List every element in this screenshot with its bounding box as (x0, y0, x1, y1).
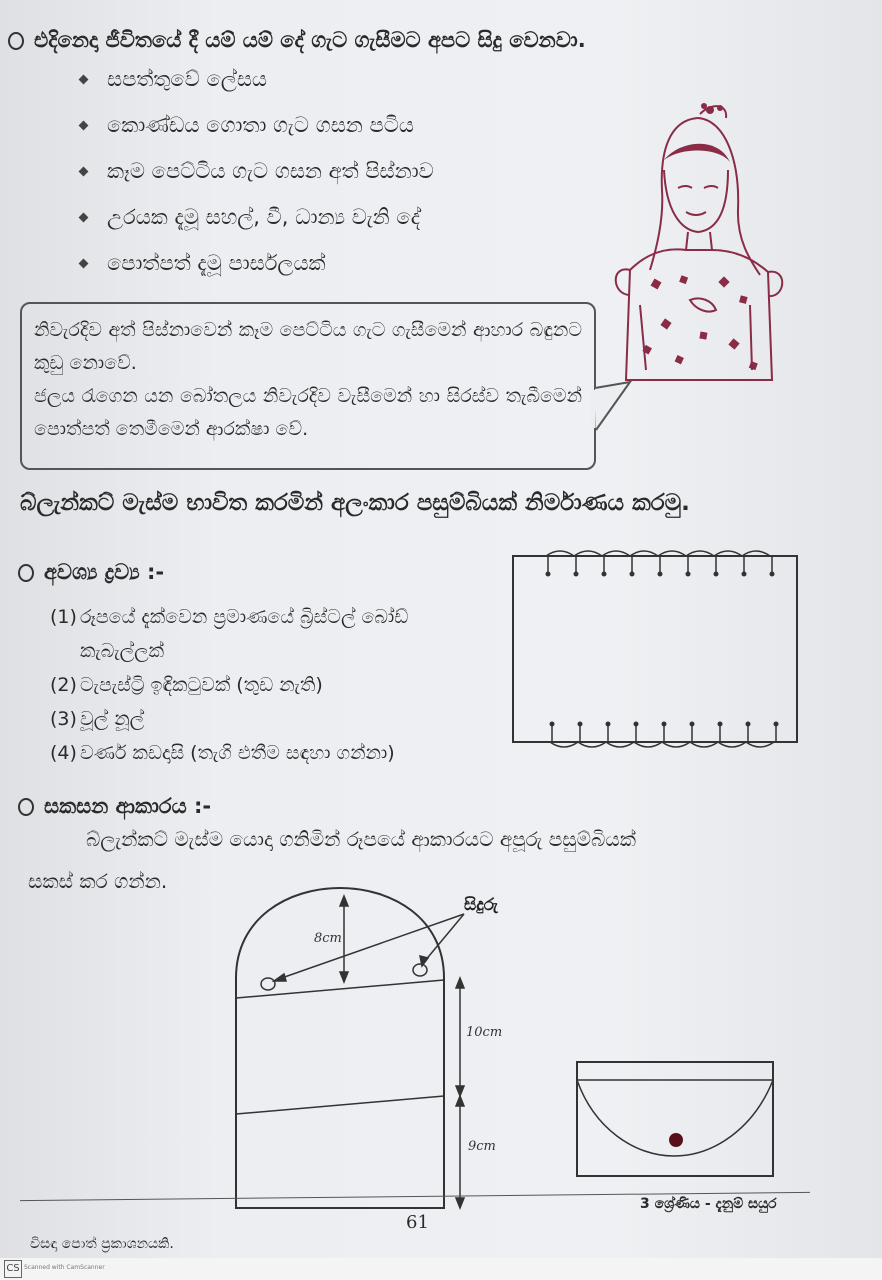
list-item: (1) රූපයේ දැක්වෙන ප්‍රමාණයේ බ්‍රිස්ටල් බෝඩ් (50, 606, 409, 628)
footer-publisher: විසඳා පොත් ප්‍රකාශනයකි. (30, 1236, 174, 1252)
scanner-text: Scanned with CamScanner (24, 1264, 105, 1271)
finished-pouch-diagram (574, 1058, 778, 1180)
list-item: (2) ටැපැස්ට්‍රි ඉඳිකටුවක් (තුඩ නැති) (50, 674, 323, 696)
method-paragraph: බ්ලැන්කට් මැස්ම යොදා ගනිමින් රූපයේ ආකාරයට අපූරු පසුම්බියක් සකස් කර ගන්න. (28, 827, 636, 893)
materials-list (50, 600, 408, 770)
list-item: (3) වූල් නූල් (50, 708, 145, 730)
scanner-strip (0, 1258, 882, 1280)
circle-bullet-icon (18, 798, 34, 816)
speech-bubble-tail (590, 380, 640, 440)
method-title: සකසන ආකාරය :- (18, 794, 211, 819)
materials-title: අවශ්‍ය ද්‍රව්‍ය :- (18, 560, 164, 585)
circle-bullet-icon (8, 32, 24, 50)
girl-illustration (600, 100, 790, 390)
speech-bubble-note (20, 302, 596, 470)
list-item: පොත්පත් දැමූ පාර්සලයක් (80, 240, 434, 286)
diamond-bullet-icon (79, 74, 89, 84)
page-number: 61 (406, 1212, 429, 1233)
pouch-template-diagram (228, 878, 528, 1218)
dimension-label: 9cm (468, 1139, 496, 1154)
example-list (80, 56, 434, 286)
diamond-bullet-icon (79, 166, 89, 176)
dimension-label: 10cm (466, 1025, 503, 1040)
circle-bullet-icon (18, 564, 34, 582)
list-item: (4) වර්ණ කඩදාසි (තැගි එතීම සඳහා ගන්නා) (50, 742, 395, 764)
note-paragraph: නිවැරදිව අත් පිස්නාවෙන් කෑම පෙට්ටිය ගැට ගැසීමෙන් ආහාර බඳුනට කුඩු නොවේ. (34, 319, 582, 374)
list-item: සපත්තුවේ ලේසය (80, 56, 434, 102)
list-item: කෑම පෙට්ටිය ගැට ගසන අත් පිස්නාව (80, 148, 434, 194)
diamond-bullet-icon (79, 258, 89, 268)
footer-grade-subject: 3 ශ්‍රේණිය - දැනුම් සයුර (640, 1196, 777, 1212)
dimension-label: 8cm (314, 931, 342, 946)
list-item: කැබැල්ලක් (80, 640, 165, 662)
note-paragraph: ජලය රැගෙන යන බෝතලය නිවැරදිව වැසීමෙන් හා සිරස්ව තැබීමෙන් පොත්පත් තෙමීමෙන් ආරක්ෂා වේ. (34, 385, 582, 440)
section-heading: බ්ලැන්කට් මැස්ම භාවිත කරමින් අලංකාර පසුම්බියක් නිර්මාණය කරමු. (20, 490, 690, 516)
diamond-bullet-icon (79, 212, 89, 222)
list-item: උරයක දැමූ සහල්, වී, ධාන්‍ය වැනි දේ (80, 194, 434, 240)
holes-label: සිදුරු (464, 895, 498, 915)
blanket-stitch-card-figure (510, 548, 802, 750)
diamond-bullet-icon (79, 120, 89, 130)
intro-line (8, 28, 586, 53)
camscanner-logo: CS (4, 1260, 22, 1278)
intro-text: එදිනෙදා ජීවිතයේ දී යම් යම් දේ ගැට ගැසීමට අපට සිදු වෙනවා. (34, 28, 586, 52)
list-item: කොණ්ඩය ගොතා ගැට ගසන පටිය (80, 102, 434, 148)
